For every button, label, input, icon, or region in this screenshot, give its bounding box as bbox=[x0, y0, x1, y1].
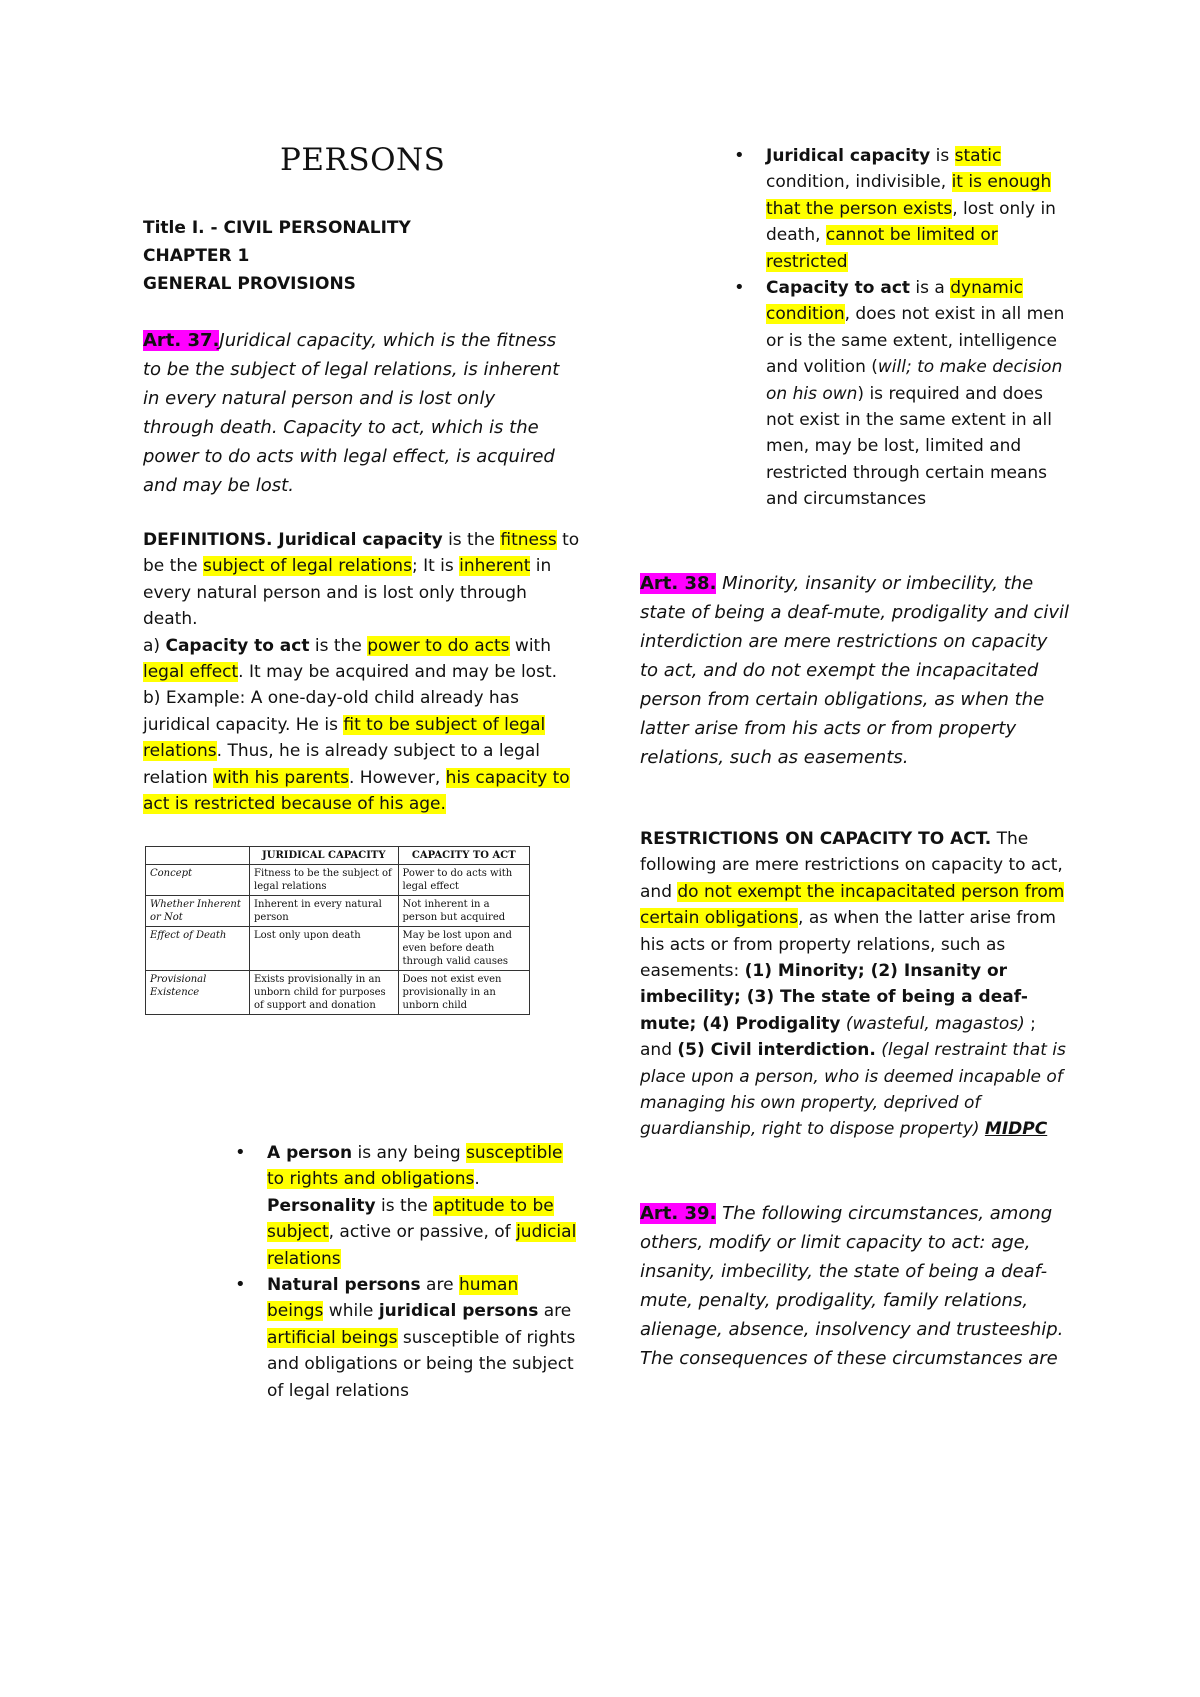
list-item bbox=[235, 1140, 577, 1272]
bullet-icon: • bbox=[235, 1274, 246, 1296]
def-text: . It may be acquired and may be lost. bbox=[238, 662, 558, 683]
chapter-heading: CHAPTER 1 bbox=[143, 246, 250, 266]
art39-label: Art. 39. bbox=[640, 1203, 717, 1224]
def-text: b) Example: A one-day-old child already has juridical capacity. He is bbox=[143, 688, 519, 735]
text: is any being bbox=[352, 1143, 467, 1163]
highlight: judicial relations bbox=[267, 1222, 577, 1269]
highlight: human beings bbox=[267, 1275, 519, 1322]
italic-text: will; to make decision on his own bbox=[766, 357, 1063, 404]
bold-term: Capacity to act bbox=[766, 278, 911, 299]
highlight: cannot be limited or restricted bbox=[766, 225, 998, 272]
def-text: in every natural person and is lost only through death. bbox=[143, 556, 552, 630]
cell: Fitness to be the subject of legal relations bbox=[250, 865, 399, 896]
right-bullet-list bbox=[734, 143, 1071, 513]
bold-term: juridical persons bbox=[378, 1301, 539, 1322]
cell: May be lost upon and even before death through valid causes bbox=[398, 927, 529, 971]
art37-paragraph bbox=[143, 326, 563, 500]
bold-term: A person bbox=[267, 1143, 353, 1163]
restrictions-lead: RESTRICTIONS ON CAPACITY TO ACT. bbox=[640, 829, 992, 849]
definitions-lead: DEFINITIONS. Juridical capacity bbox=[143, 530, 443, 550]
highlight: do not exempt the incapacitated person from certain obligations bbox=[640, 881, 1065, 929]
text: while bbox=[323, 1301, 379, 1322]
highlight: artificial beings bbox=[267, 1327, 398, 1348]
cell: Lost only upon death bbox=[250, 927, 399, 971]
bold-term: Personality bbox=[267, 1195, 376, 1216]
list-item bbox=[235, 1272, 577, 1404]
def-text: . However, bbox=[349, 767, 446, 788]
def-text: with bbox=[509, 635, 551, 656]
text: ; and bbox=[640, 1013, 1036, 1061]
italic-text: (legal restraint that is place upon a person, who is deemed incapable of managing his own property, deprived of guardianship, right to dispose property) bbox=[640, 1040, 1066, 1140]
row-label: Effect of Death bbox=[146, 927, 250, 971]
def-bold: Capacity to act bbox=[165, 635, 310, 656]
table-header-row bbox=[146, 847, 530, 865]
bold-term: Natural persons bbox=[267, 1275, 421, 1296]
table-row bbox=[146, 896, 530, 927]
def-text: is the bbox=[309, 635, 368, 656]
text: susceptible of rights and obligations or being the subject of legal relations bbox=[267, 1327, 576, 1401]
text: are bbox=[538, 1301, 572, 1322]
table-col-capacity: CAPACITY TO ACT bbox=[398, 847, 529, 865]
def-text: . Thus, he is already subject to a legal relation bbox=[143, 741, 540, 788]
highlight: dynamic condition bbox=[766, 278, 1023, 325]
bold-list: (1) Minority; (2) Insanity or imbecility; (3) The state of being a deaf-mute; (4) Prodigality bbox=[640, 961, 1028, 1034]
table-col-juridical: JURIDICAL CAPACITY bbox=[250, 847, 399, 865]
def-highlight: legal effect bbox=[143, 662, 239, 683]
cell: Inherent in every natural person bbox=[250, 896, 399, 927]
bullet-icon: • bbox=[734, 277, 745, 299]
row-label: Whether Inherent or Not bbox=[146, 896, 250, 927]
italic-text: (wasteful, magastos) bbox=[840, 1013, 1025, 1034]
row-label: Concept bbox=[146, 865, 250, 896]
table-row bbox=[146, 927, 530, 971]
text: The following are mere restrictions on capacity to act, bbox=[640, 829, 1063, 876]
list-item bbox=[734, 143, 1071, 275]
text: is a bbox=[910, 278, 951, 299]
text: and bbox=[640, 881, 678, 902]
table-corner bbox=[146, 847, 250, 865]
comparison-table bbox=[145, 846, 530, 1015]
art37-text: Juridical capacity, which is the fitness to be the subject of legal relations, is inherent in every natural person and is lost only through death. Capacity to act, which is the power to do acts with legal effect, is acquired and may be lost. bbox=[143, 330, 560, 496]
mnemonic: MIDPC bbox=[984, 1119, 1048, 1140]
cell: Exists provisionally in an unborn child for purposes of support and donation bbox=[250, 971, 399, 1015]
def-highlight: subject of legal relations bbox=[202, 556, 412, 577]
text: , does not exist in all men or is the same extent, intelligence and volition ( bbox=[766, 304, 1065, 378]
restrictions-paragraph bbox=[640, 826, 1070, 1143]
text: is bbox=[930, 146, 955, 166]
def-text: is the bbox=[442, 530, 501, 550]
def-text: to be the bbox=[143, 530, 580, 577]
bold-term: Juridical capacity bbox=[766, 146, 931, 166]
provisions-heading: GENERAL PROVISIONS bbox=[143, 274, 356, 294]
text: is the bbox=[375, 1195, 434, 1216]
art37-label: Art. 37. bbox=[143, 330, 220, 351]
text: . bbox=[474, 1169, 480, 1190]
def-highlight: inherent bbox=[459, 556, 531, 577]
art38-paragraph bbox=[640, 569, 1070, 772]
bullet-icon: • bbox=[734, 145, 745, 166]
text: , lost only in death, bbox=[766, 198, 1056, 246]
title-heading: Title I. - CIVIL PERSONALITY bbox=[143, 218, 411, 238]
table-row bbox=[146, 865, 530, 896]
art38-text: Minority, insanity or imbecility, the state of being a deaf-mute, prodigality and civil interdiction are mere restrictions on capacity to act, and do not exempt the incapacitated person from certain obligations, as when the latter arise from his acts or from property relations, such as easements. bbox=[640, 573, 1070, 768]
text: , as when the latter arise from his acts or from property relations, such as easements: bbox=[640, 908, 1056, 982]
art38-label: Art. 38. bbox=[640, 573, 717, 594]
definitions-paragraph bbox=[143, 527, 583, 817]
highlight: static bbox=[954, 146, 1002, 166]
def-text: ; It is bbox=[411, 556, 460, 577]
highlight: susceptible to rights and obligations bbox=[267, 1143, 563, 1190]
left-bullet-list bbox=[235, 1140, 577, 1404]
art39-paragraph bbox=[640, 1199, 1070, 1373]
def-highlight: with his parents bbox=[213, 767, 349, 788]
text: , active or passive, of bbox=[328, 1222, 517, 1243]
page-title: PERSONS bbox=[280, 142, 446, 178]
cell: Power to do acts with legal effect bbox=[398, 865, 529, 896]
text: condition, indivisible, bbox=[766, 172, 952, 193]
art39-text: The following circumstances, among others, modify or limit capacity to act: age, insanity, imbecility, the state of being a deaf-mute, penalty, prodigality, family relations, alienage, absence, insolvency and trusteeship. The consequences of these circumstances are bbox=[640, 1203, 1064, 1369]
row-label: Provisional Existence bbox=[146, 971, 250, 1015]
def-highlight: fitness bbox=[500, 530, 557, 550]
table-row bbox=[146, 971, 530, 1015]
def-highlight: his capacity to act is restricted because of his age. bbox=[143, 767, 570, 815]
def-highlight: power to do acts bbox=[367, 635, 510, 656]
list-item bbox=[734, 275, 1071, 513]
bullet-icon: • bbox=[235, 1142, 246, 1163]
bold-list: (5) Civil interdiction. bbox=[677, 1040, 876, 1061]
def-text: a) bbox=[143, 635, 166, 656]
definition-a bbox=[143, 633, 583, 686]
definition-b bbox=[143, 685, 583, 817]
text: are bbox=[420, 1275, 459, 1296]
cell: Does not exist even provisionally in an unborn child bbox=[398, 971, 529, 1015]
text: ) is required and does not exist in the same extent in all men, may be lost, limited and restricted through certain means and circumstances bbox=[766, 383, 1052, 510]
highlight: it is enough that the person exists bbox=[766, 172, 1052, 219]
definitions-intro bbox=[143, 527, 583, 633]
section-headings bbox=[143, 214, 411, 298]
highlight: aptitude to be subject bbox=[267, 1195, 554, 1243]
def-highlight: fit to be subject of legal relations bbox=[143, 714, 546, 762]
cell: Not inherent in a person but acquired bbox=[398, 896, 529, 927]
